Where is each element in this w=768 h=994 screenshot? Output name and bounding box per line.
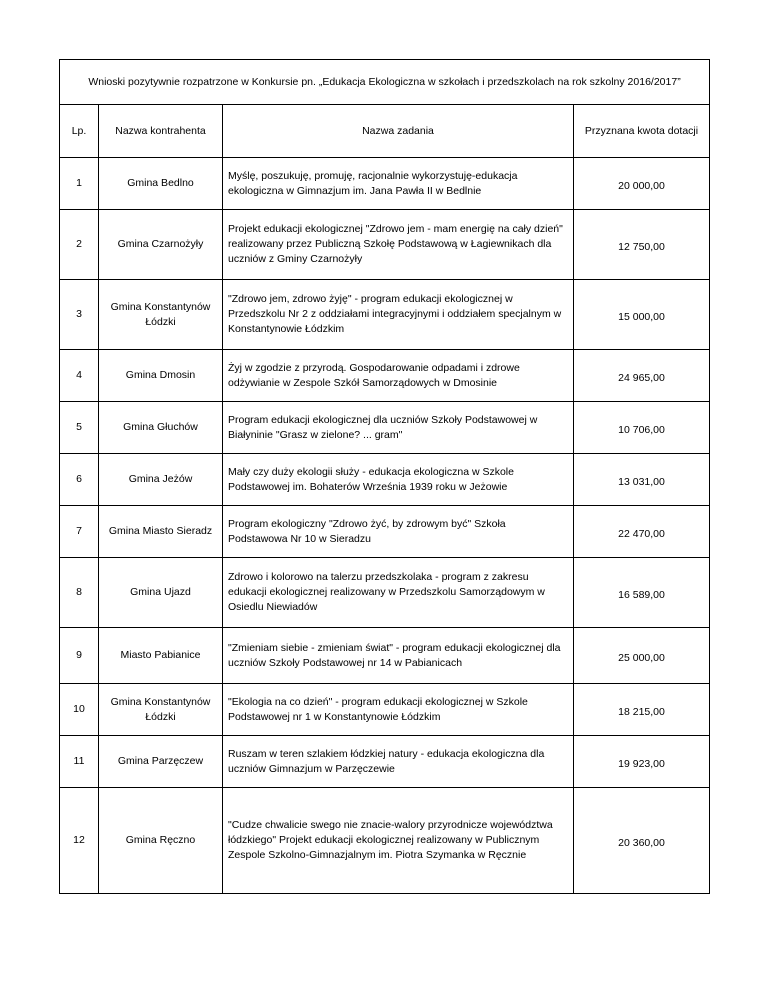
table-row [60, 684, 710, 736]
grants-table [59, 59, 710, 894]
row-task: Żyj w zgodzie z przyrodą. Gospodarowanie odpadami i zdrowe odżywianie w Zespole Szkół Samorządowych w Dmosinie [223, 350, 574, 402]
row-contractor: Gmina Miasto Sieradz [99, 506, 223, 558]
row-contractor: Gmina Jeżów [99, 454, 223, 506]
row-amount: 18 215,00 [574, 684, 710, 736]
header-task: Nazwa zadania [223, 105, 574, 158]
row-contractor: Gmina Konstantynów Łódzki [99, 280, 223, 350]
table-row [60, 506, 710, 558]
row-amount: 22 470,00 [574, 506, 710, 558]
row-contractor: Gmina Bedlno [99, 158, 223, 210]
row-contractor: Gmina Czarnożyły [99, 210, 223, 280]
row-task: "Zdrowo jem, zdrowo żyję" - program edukacji ekologicznej w Przedszkolu Nr 2 z oddziałami integracyjnymi i oddziałem specjalnym w Konstantynowie Łódzkim [223, 280, 574, 350]
row-lp: 7 [60, 506, 99, 558]
table-row [60, 158, 710, 210]
row-lp: 2 [60, 210, 99, 280]
row-lp: 8 [60, 558, 99, 628]
row-amount: 20 360,00 [574, 788, 710, 894]
table-row [60, 210, 710, 280]
row-task: Projekt edukacji ekologicznej "Zdrowo jem - mam energię na cały dzień" realizowany przez Publiczną Szkołę Podstawową w Łagiewnikach dla uczniów z Gminy Czarnożyły [223, 210, 574, 280]
header-contractor: Nazwa kontrahenta [99, 105, 223, 158]
row-lp: 11 [60, 736, 99, 788]
row-contractor: Miasto Pabianice [99, 628, 223, 684]
row-task: "Zmieniam siebie - zmieniam świat" - program edukacji ekologicznej dla uczniów Szkoły Podstawowej nr 14 w Pabianicach [223, 628, 574, 684]
row-lp: 10 [60, 684, 99, 736]
row-contractor: Gmina Ręczno [99, 788, 223, 894]
row-task: Program edukacji ekologicznej dla uczniów Szkoły Podstawowej w Białyninie "Grasz w zielone? ... gram" [223, 402, 574, 454]
row-amount: 25 000,00 [574, 628, 710, 684]
header-lp: Lp. [60, 105, 99, 158]
table-row [60, 736, 710, 788]
row-contractor: Gmina Parzęczew [99, 736, 223, 788]
table-row [60, 788, 710, 894]
row-contractor: Gmina Konstantynów Łódzki [99, 684, 223, 736]
row-task: Myślę, poszukuję, promuję, racjonalnie wykorzystuję-edukacja ekologiczna w Gimnazjum im. Jana Pawła II w Bedlnie [223, 158, 574, 210]
row-lp: 9 [60, 628, 99, 684]
row-amount: 20 000,00 [574, 158, 710, 210]
row-amount: 15 000,00 [574, 280, 710, 350]
row-amount: 12 750,00 [574, 210, 710, 280]
table-row [60, 454, 710, 506]
row-lp: 1 [60, 158, 99, 210]
row-lp: 12 [60, 788, 99, 894]
row-task: Program ekologiczny "Zdrowo żyć, by zdrowym być" Szkoła Podstawowa Nr 10 w Sieradzu [223, 506, 574, 558]
row-amount: 10 706,00 [574, 402, 710, 454]
row-lp: 3 [60, 280, 99, 350]
document-sheet [59, 59, 709, 894]
table-row [60, 350, 710, 402]
row-amount: 24 965,00 [574, 350, 710, 402]
row-amount: 16 589,00 [574, 558, 710, 628]
document-title: Wnioski pozytywnie rozpatrzone w Konkursie pn. „Edukacja Ekologiczna w szkołach i przedszkolach na rok szkolny 2016/2017” [60, 60, 710, 105]
row-task: "Cudze chwalicie swego nie znacie-walory przyrodnicze województwa łódzkiego" Projekt edukacji ekologicznej realizowany w Publicznym Zespole Szkolno-Gimnazjalnym im. Piotra Szymanka w Ręcznie [223, 788, 574, 894]
row-contractor: Gmina Ujazd [99, 558, 223, 628]
row-contractor: Gmina Głuchów [99, 402, 223, 454]
row-amount: 13 031,00 [574, 454, 710, 506]
row-contractor: Gmina Dmosin [99, 350, 223, 402]
row-task: Ruszam w teren szlakiem łódzkiej natury - edukacja ekologiczna dla uczniów Gimnazjum w Parzęczewie [223, 736, 574, 788]
row-lp: 6 [60, 454, 99, 506]
row-lp: 5 [60, 402, 99, 454]
row-task: Zdrowo i kolorowo na talerzu przedszkolaka - program z zakresu edukacji ekologicznej realizowany w Przedszkolu Samorządowym w Osiedlu Niewiadów [223, 558, 574, 628]
row-amount: 19 923,00 [574, 736, 710, 788]
table-row [60, 628, 710, 684]
table-row [60, 280, 710, 350]
row-task: "Ekologia na co dzień" - program edukacji ekologicznej w Szkole Podstawowej nr 1 w Konstantynowie Łódzkim [223, 684, 574, 736]
table-row [60, 402, 710, 454]
row-lp: 4 [60, 350, 99, 402]
row-task: Mały czy duży ekologii służy - edukacja ekologiczna w Szkole Podstawowej im. Bohaterów Września 1939 roku w Jeżowie [223, 454, 574, 506]
table-row [60, 558, 710, 628]
header-amount: Przyznana kwota dotacji [574, 105, 710, 158]
table-header-row [60, 105, 710, 158]
